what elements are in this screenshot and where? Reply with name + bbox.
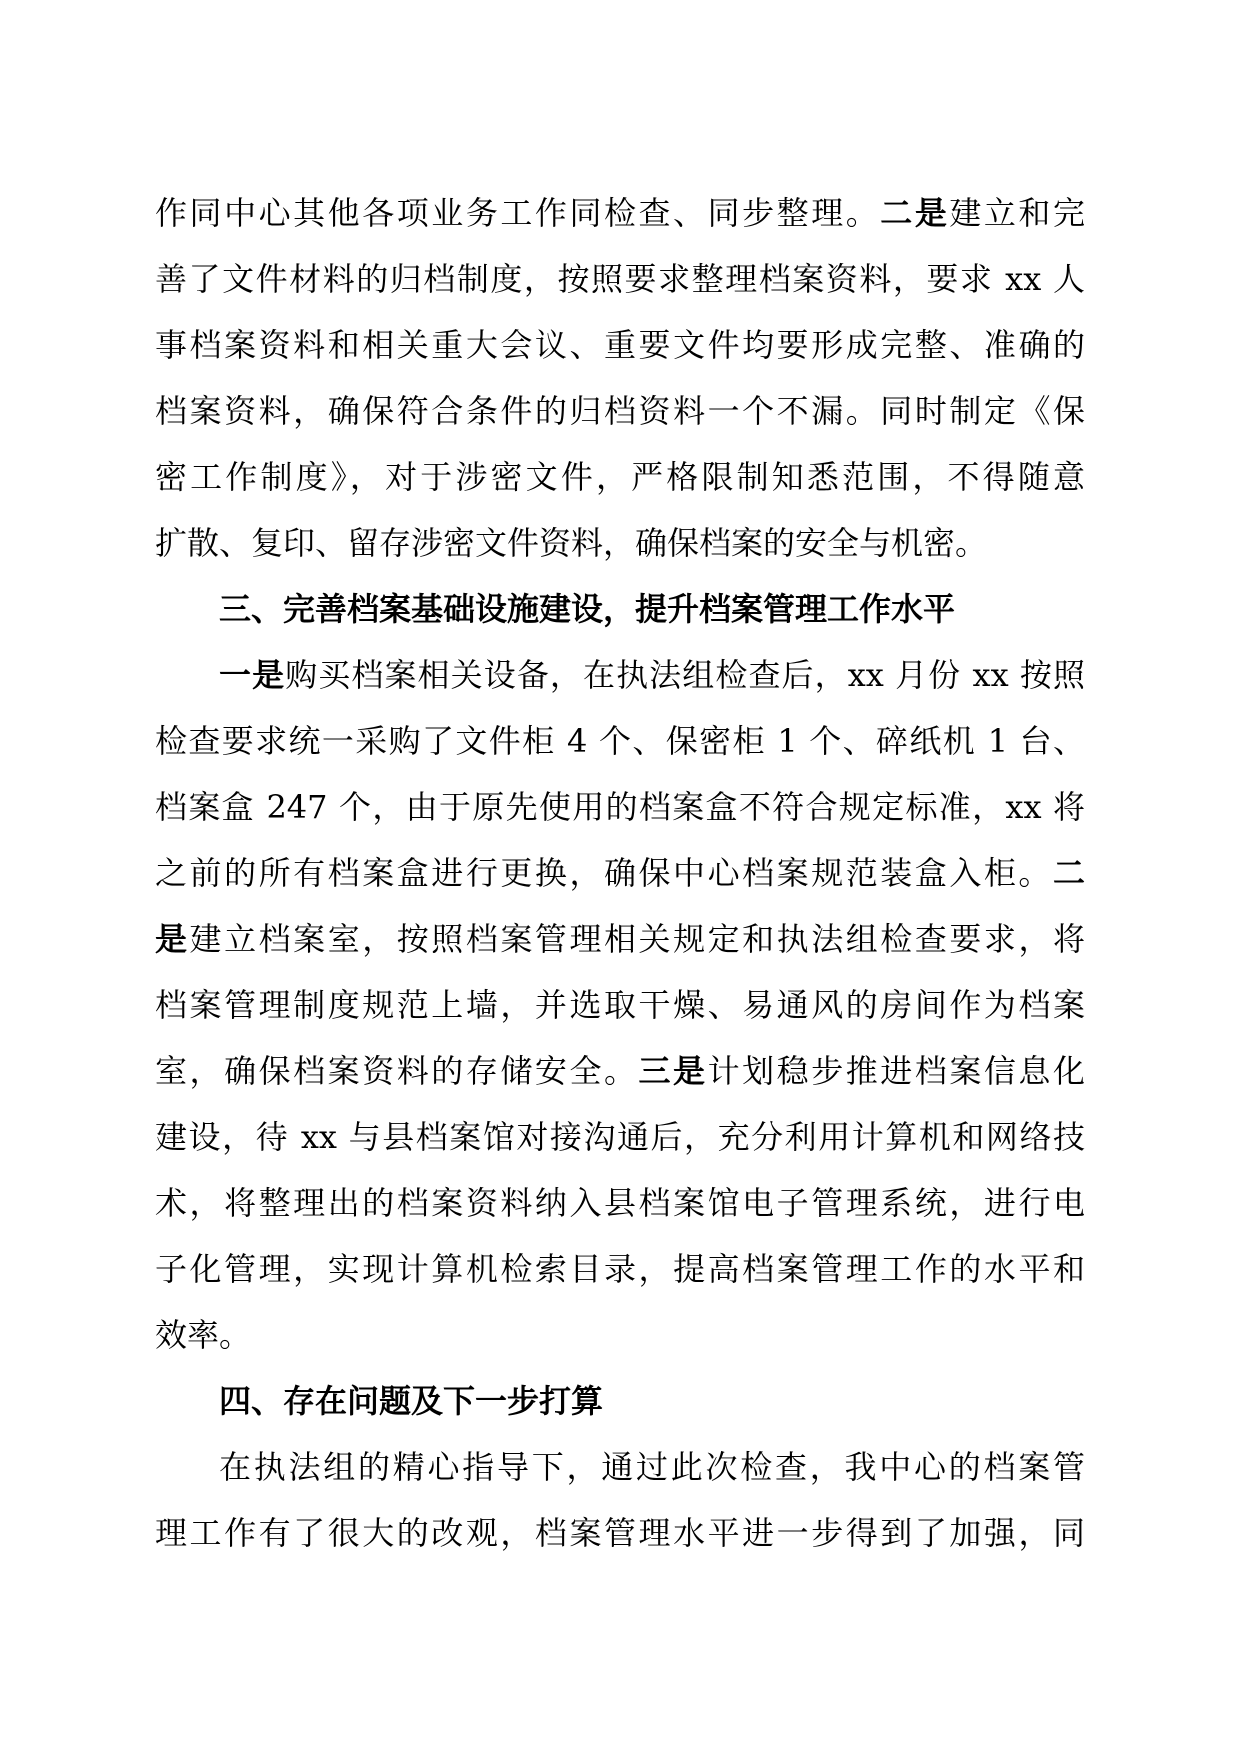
paragraph-line: 在执法组的精心指导下，通过此次检查，我中心的档案管 [219,1448,1085,1486]
paragraph-line [155,906,1085,972]
text-run: 之前的所有档案盒进行更换，确保中心档案规范装盒入柜。 [155,854,1053,892]
paragraph-line: 检查要求统一采购了文件柜 4 个、保密柜 1 个、碎纸机 1 台、 [155,722,1085,760]
paragraph-line: 扩散、复印、留存涉密文件资料，确保档案的安全与机密。 [155,524,988,562]
text-run: 计划稳步推进档案信息化 [707,1052,1085,1090]
text-run: 室，确保档案资料的存储安全。 [155,1052,639,1090]
bold-marker: 二 [1052,854,1085,892]
text-run: 购买档案相关设备，在执法组检查后，xx 月份 xx 按照 [285,656,1085,694]
paragraph-line [155,1038,1085,1104]
section-heading: 四、存在问题及下一步打算 [219,1382,604,1420]
paragraph-line: 密工作制度》，对于涉密文件，严格限制知悉范围，不得随意 [155,458,1085,496]
text-run: 建立和完 [949,194,1085,232]
paragraph-line [219,642,1085,708]
bold-marker: 一是 [219,656,286,694]
paragraph-line: 术，将整理出的档案资料纳入县档案馆电子管理系统，进行电 [155,1184,1085,1222]
bold-marker: 二是 [880,194,950,232]
paragraph-line [155,840,1085,906]
text-run: 作同中心其他各项业务工作同检查、同步整理。 [155,194,881,232]
paragraph-line: 子化管理，实现计算机检索目录，提高档案管理工作的水平和 [155,1250,1085,1288]
paragraph-line: 理工作有了很大的改观，档案管理水平进一步得到了加强，同 [155,1514,1085,1552]
section-heading: 三、完善档案基础设施建设，提升档案管理工作水平 [219,590,956,628]
paragraph-line [155,180,1085,246]
bold-marker: 三是 [638,1052,708,1090]
paragraph-line: 建设，待 xx 与县档案馆对接沟通后，充分利用计算机和网络技 [155,1118,1085,1156]
paragraph-line: 档案盒 247 个，由于原先使用的档案盒不符合规定标准，xx 将 [155,788,1085,826]
paragraph-line: 档案管理制度规范上墙，并选取干燥、易通风的房间作为档案 [155,986,1085,1024]
paragraph-line: 事档案资料和相关重大会议、重要文件均要形成完整、准确的 [155,326,1085,364]
paragraph-line: 档案资料，确保符合条件的归档资料一个不漏。同时制定《保 [155,392,1085,430]
text-run: 建立档案室，按照档案管理相关规定和执法组检查要求，将 [189,920,1085,958]
paragraph-line: 善了文件材料的归档制度，按照要求整理档案资料，要求 xx 人 [155,260,1085,298]
paragraph-line: 效率。 [155,1316,252,1354]
bold-marker: 是 [155,920,190,958]
